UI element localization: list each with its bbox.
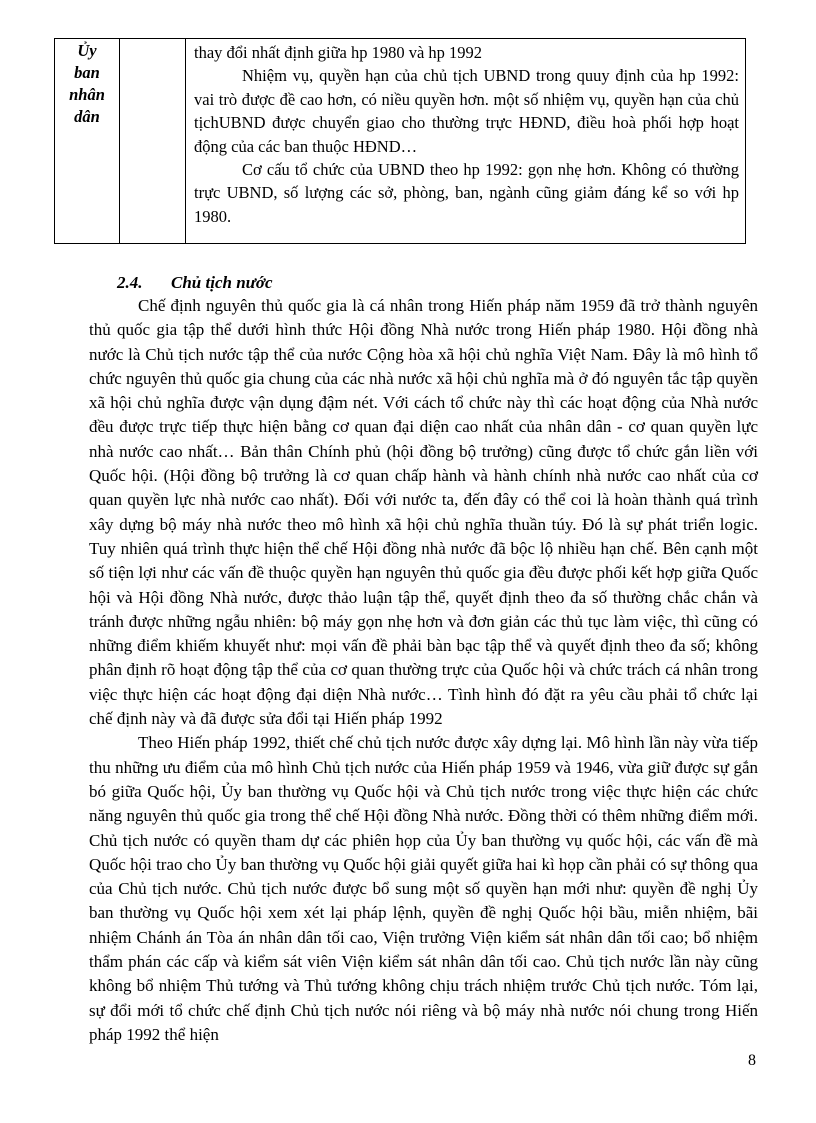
page-number: 8 xyxy=(748,1052,756,1069)
table-paragraph: thay đổi nhất định giữa hp 1980 và hp 1992 xyxy=(194,43,483,62)
row-content-cell xyxy=(186,39,746,244)
empty-cell xyxy=(120,39,186,244)
section-title: Chủ tịch nước xyxy=(171,273,273,292)
body-paragraph: Chế định nguyên thủ quốc gia là cá nhân trong Hiến pháp năm 1959 đã trở thành nguyên thủ quốc gia tập thể dưới hình thức Hội đồng Nhà nước trong Hiến pháp 1980. Hội đồng nhà nước là Chủ tịch nước tập thể của nước Cộng hòa xã hội chủ nghĩa Việt Nam. Đây là mô hình tổ chức nguyên thủ quốc gia chung của các nhà nước xã hội chủ nghĩa mà ở đó nguyên tắc tập quyền xã hội chủ nghĩa được vận dụng đậm nét. Với cách tổ chức này thì các hoạt động của Nhà nước đều được trực tiếp thực hiện bằng cơ quan đại diện cao nhất của nhân dân - cơ quan quyền lực nhà nước cao nhất… Bản thân Chính phủ (hội đồng bộ trưởng) cũng được tổ chức gắn liền với Quốc hội. (Hội đồng bộ trưởng là cơ quan chấp hành và hành chính nhà nước cao nhất của cơ quan quyền lực nhà nước cao nhất). Đối với nước ta, đến đây có thể coi là hoàn thành quá trình xây dựng bộ máy nhà nước theo mô hình xã hội chủ nghĩa thuần túy. Đó là sự phát triển logic. Tuy nhiên quá trình thực hiện thể chế Hội đồng nhà nước đã bộc lộ nhiều hạn chế. Bên cạnh một số tiện lợi như các vấn đề thuộc quyền hạn nguyên thủ quốc gia đều được phối kết hợp giữa Quốc hội và Hội đồng Nhà nước, được thảo luận tập thể, quyết định theo đa số thường chắc chắn và tránh được những ngẫu nhiên: bộ máy gọn nhẹ hơn và đơn giản các thủ tục làm việc, thì cũng có những điểm khiếm khuyết như: mọi vấn đề phải bàn bạc tập thể và quyết định theo đa số; không phân định rõ hoạt động tập thể của cơ quan thường trực của Quốc hội và chức trách cá nhân trong việc thực hiện các hoạt động đại diện Nhà nước… Tình hình đó đặt ra yêu cầu phải tổ chức lại chế định này và đã được sửa đổi tại Hiến pháp 1992 xyxy=(89,296,758,729)
section-heading xyxy=(117,272,273,294)
row-label-line: dân xyxy=(74,107,100,126)
body-text xyxy=(89,294,758,1047)
row-label-line: nhân xyxy=(69,85,105,104)
table-paragraph: Nhiệm vụ, quyền hạn của chủ tịch UBND trong quuy định của hp 1992: vai trò được đề cao hơn, có niều quyền hơn. một số nhiệm vụ, quyền hạn của chủ tịchUBND được chuyển giao cho thường trực HĐND, điều hoà phối hợp hoạt động của các ban thuộc HĐND… xyxy=(194,66,739,156)
section-number: 2.4. xyxy=(117,273,143,292)
table-paragraph: Cơ cấu tổ chức của UBND theo hp 1992: gọn nhẹ hơn. Không có thường trực UBND, số lượng các sở, phòng, ban, ngành cũng giảm đáng kể so với hp 1980. xyxy=(194,160,739,226)
row-label-line: ban xyxy=(74,63,100,82)
row-label-cell xyxy=(55,39,120,244)
table-row xyxy=(55,39,746,244)
comparison-table xyxy=(54,38,746,244)
row-label-line: Ủy xyxy=(77,41,97,60)
body-paragraph: Theo Hiến pháp 1992, thiết chế chủ tịch nước được xây dựng lại. Mô hình lần này vừa tiếp thu những ưu điểm của mô hình Chủ tịch nước của Hiến pháp 1959 và 1946, vừa giữ được sự gắn bó giữa Quốc hội, Ủy ban thường vụ Quốc hội và Chủ tịch nước trong việc thực hiện các chức năng nguyên thủ quốc gia trong thể chế Hội đồng Nhà nước. Đồng thời có thêm những điểm mới. Chủ tịch nước có quyền tham dự các phiên họp của Ủy ban thường vụ quốc hội, các vấn đề mà Quốc hội trao cho Ủy ban thường vụ Quốc hội giải quyết giữa hai kì họp cần phải có sự thông qua của Chủ tịch nước. Chủ tịch nước được bổ sung một số quyền hạn mới như: quyền đề nghị Ủy ban thường vụ Quốc hội xem xét lại pháp lệnh, quyền đề nghị Quốc hội bầu, miễn nhiệm, bãi nhiệm Chánh án Tòa án nhân dân tối cao, Viện trưởng Viện kiểm sát nhân dân tối cao; bổ nhiệm thẩm phán các cấp và kiểm sát viên Viện kiểm sát nhân dân tối cao. Chủ tịch nước lần này cũng không bổ nhiệm Thủ tướng và Thủ tướng không chịu trách nhiệm trước Chủ tịch nước. Tóm lại, sự đổi mới tổ chức chế định Chủ tịch nước nói riêng và bộ máy nhà nước nói chung trong Hiến pháp 1992 thể hiện xyxy=(89,733,758,1044)
